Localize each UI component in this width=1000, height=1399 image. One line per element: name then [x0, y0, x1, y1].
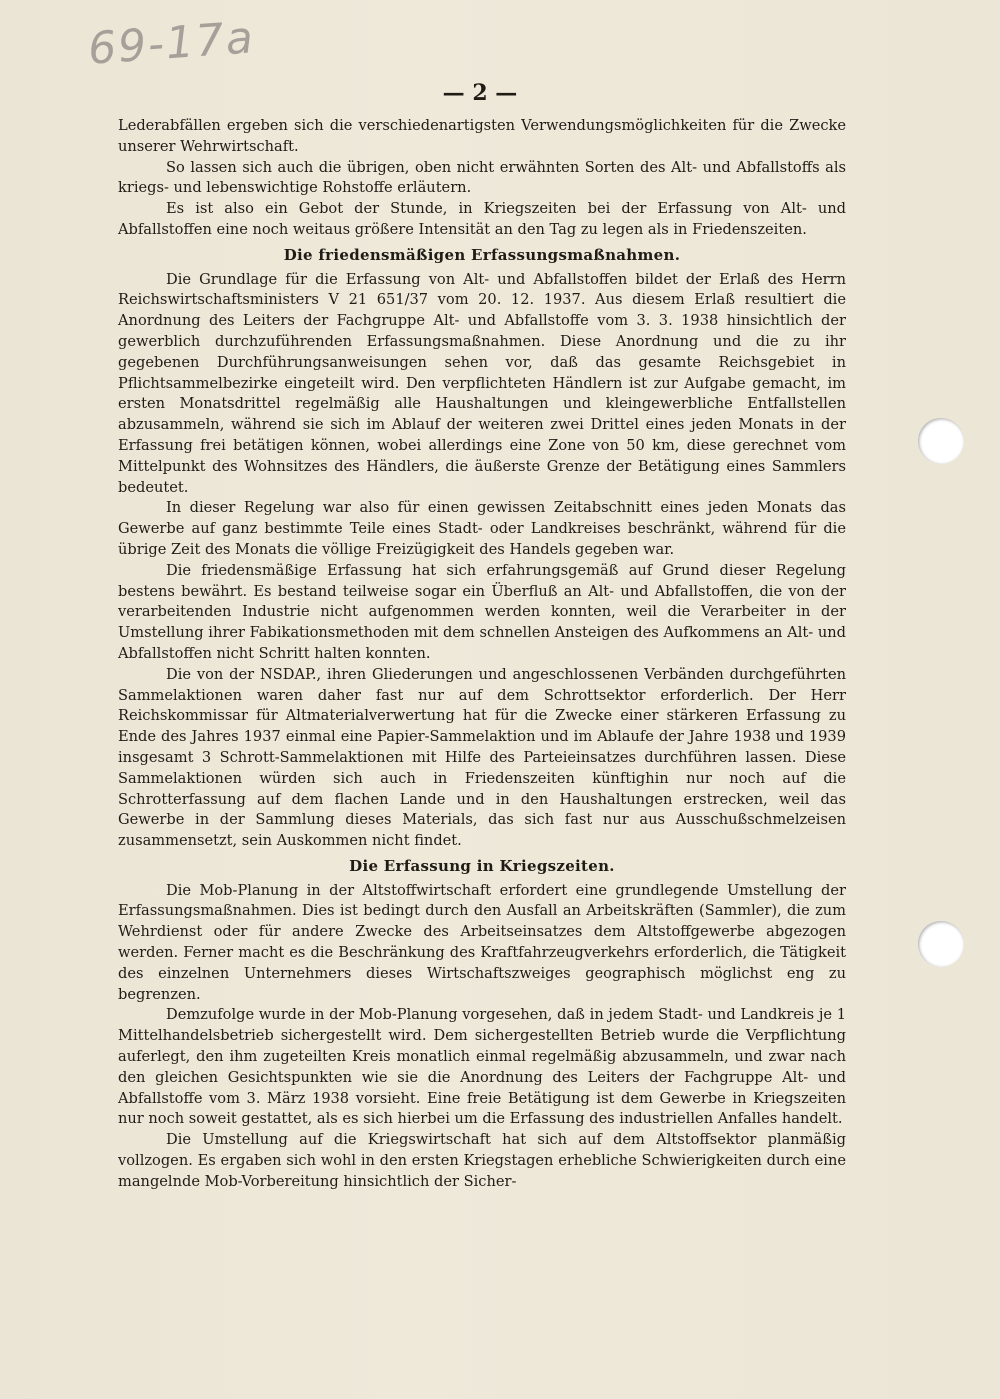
- paragraph: In dieser Regelung war also für einen gewissen Zeitabschnitt eines jeden Monats das Gewerbe auf ganz bestimmte Teile eines Stadt- oder Landkreises beschränkt, während für die übrige Zeit des Monats die völlige Freizügigkeit des Handels gegeben war.: [118, 499, 846, 558]
- paragraph: Die von der NSDAP., ihren Gliederungen und angeschlossenen Verbänden durchgeführten Sammelaktionen waren daher fast nur auf dem Schrottsektor erforderlich. Der Herr Reichskommissar für Altmaterialverwertung hat für die Zwecke einer stärkeren Erfassung zu Ende des Jahres 1937 einmal eine Papier-Sammelaktion und im Ablaufe der Jahre 1938 und 1939 insgesamt 3 Schrott-Sammelaktionen mit Hilfe des Parteieinsatzes durchführen lassen. Diese Sammelaktionen würden sich auch in Friedenszeiten künftighin nur noch auf die Schrotterfassung auf dem flachen Lande und in den Haushaltungen erstrecken, weil das Gewerbe in der Sammlung dieses Materials, das sich fast nur aus Ausschußschmelzeisen zusammensetzt, sein Auskommen nicht findet.: [118, 665, 846, 850]
- body-text: [118, 116, 846, 1193]
- paragraph: So lassen sich auch die übrigen, oben nicht erwähnten Sorten des Alt- und Abfallstoffs als kriegs- und lebenswichtige Rohstoffe erläutern.: [118, 158, 846, 197]
- paragraph: Die Mob-Planung in der Altstoffwirtschaft erfordert eine grundlegende Umstellung der Erfassungsmaßnahmen. Dies ist bedingt durch den Ausfall an Arbeitskräften (Sammler), die zum Wehrdienst oder für andere Zwecke des Arbeitseinsatzes dem Altstoffgewerbe abgezogen werden. Ferner macht es die Beschränkung des Kraftfahrzeugverkehrs erforderlich, die Tätigkeit des einzelnen Unternehmers dieses Wirtschaftszweiges geographisch möglichst eng zu begrenzen.: [118, 881, 846, 1003]
- punch-hole: [918, 418, 964, 464]
- punch-hole: [918, 921, 964, 967]
- paragraph: Lederabfällen ergeben sich die verschiedenartigsten Verwendungsmöglichkeiten für die Zwecke unserer Wehrwirtschaft.: [118, 117, 846, 155]
- paragraph: Die friedensmäßige Erfassung hat sich erfahrungsgemäß auf Grund dieser Regelung bestens bewährt. Es bestand teilweise sogar ein Überfluß an Alt- und Abfallstoffen, die von der verarbeitenden Industrie nicht aufgenommen werden konnten, weil die Verarbeiter in der Umstellung ihrer Fabikationsmethoden mit dem schnellen Ansteigen des Aufkommens an Alt- und Abfallstoffen nicht Schritt halten konnten.: [118, 561, 846, 662]
- paragraph: Demzufolge wurde in der Mob-Planung vorgesehen, daß in jedem Stadt- und Landkreis je 1 Mittelhandelsbetrieb sichergestellt wird. Dem sichergestellten Betrieb wurde die Verpflichtung auferlegt, den ihm zugeteilten Kreis monatlich einmal regelmäßig abzusammeln, und zwar nach den gleichen Gesichtspunkten wie sie die Anordnung des Leiters der Fachgruppe Alt- und Abfallstoffe vom 3. März 1938 vorsieht. Eine freie Betätigung ist dem Gewerbe in Kriegszeiten nur noch soweit gestattet, als es sich hierbei um die Erfassung des industriellen Anfalles handelt.: [118, 1006, 846, 1128]
- paragraph: Die Umstellung auf die Kriegswirtschaft hat sich auf dem Altstoffsektor planmäßig vollzogen. Es ergaben sich wohl in den ersten Kriegstagen erhebliche Schwierigkeiten durch eine mangelnde Mob-Vorbereitung hinsichtlich der Sicher-: [118, 1131, 846, 1190]
- section-heading-war: Die Erfassung in Kriegszeiten.: [349, 856, 615, 875]
- section-heading-peace: Die friedensmäßigen Erfassungsmaßnahmen.: [283, 245, 681, 264]
- paragraph: Die Grundlage für die Erfassung von Alt- und Abfallstoffen bildet der Erlaß des Herrn Reichswirtschaftsministers V 21 651/37 vom 20. 12. 1937. Aus diesem Erlaß resultiert die Anordnung des Leiters der Fachgruppe Alt- und Abfallstoffe vom 3. 3. 1938 hinsichtlich der gewerblich durchzuführenden Erfassungsmaßnahmen. Diese Anordnung und die zu ihr gegebenen Durchführungsanweisungen sehen vor, daß das gesamte Reichsgebiet in Pflichtsammelbezirke eingeteilt wird. Den verpflichteten Händlern ist zur Aufgabe gemacht, im ersten Monatsdrittel regelmäßig alle Haushaltungen und kleingewerbliche Entfallstellen abzusammeln, während sie sich im Ablauf der weiteren zwei Drittel eines jeden Monats in der Erfassung frei betätigen können, wobei allerdings eine Zone von 50 km, diese gerechnet vom Mittelpunkt des Wohnsitzes des Händlers, die äußerste Grenze der Betätigung eines Sammlers bedeutet.: [118, 270, 846, 496]
- page-number: — 2 —: [442, 80, 518, 106]
- paragraph: Es ist also ein Gebot der Stunde, in Kriegszeiten bei der Erfassung von Alt- und Abfallstoffen eine noch weitaus größere Intensität an den Tag zu legen als in Friedenszeiten.: [118, 200, 846, 238]
- handwritten-archive-number: 69-17a: [86, 12, 257, 75]
